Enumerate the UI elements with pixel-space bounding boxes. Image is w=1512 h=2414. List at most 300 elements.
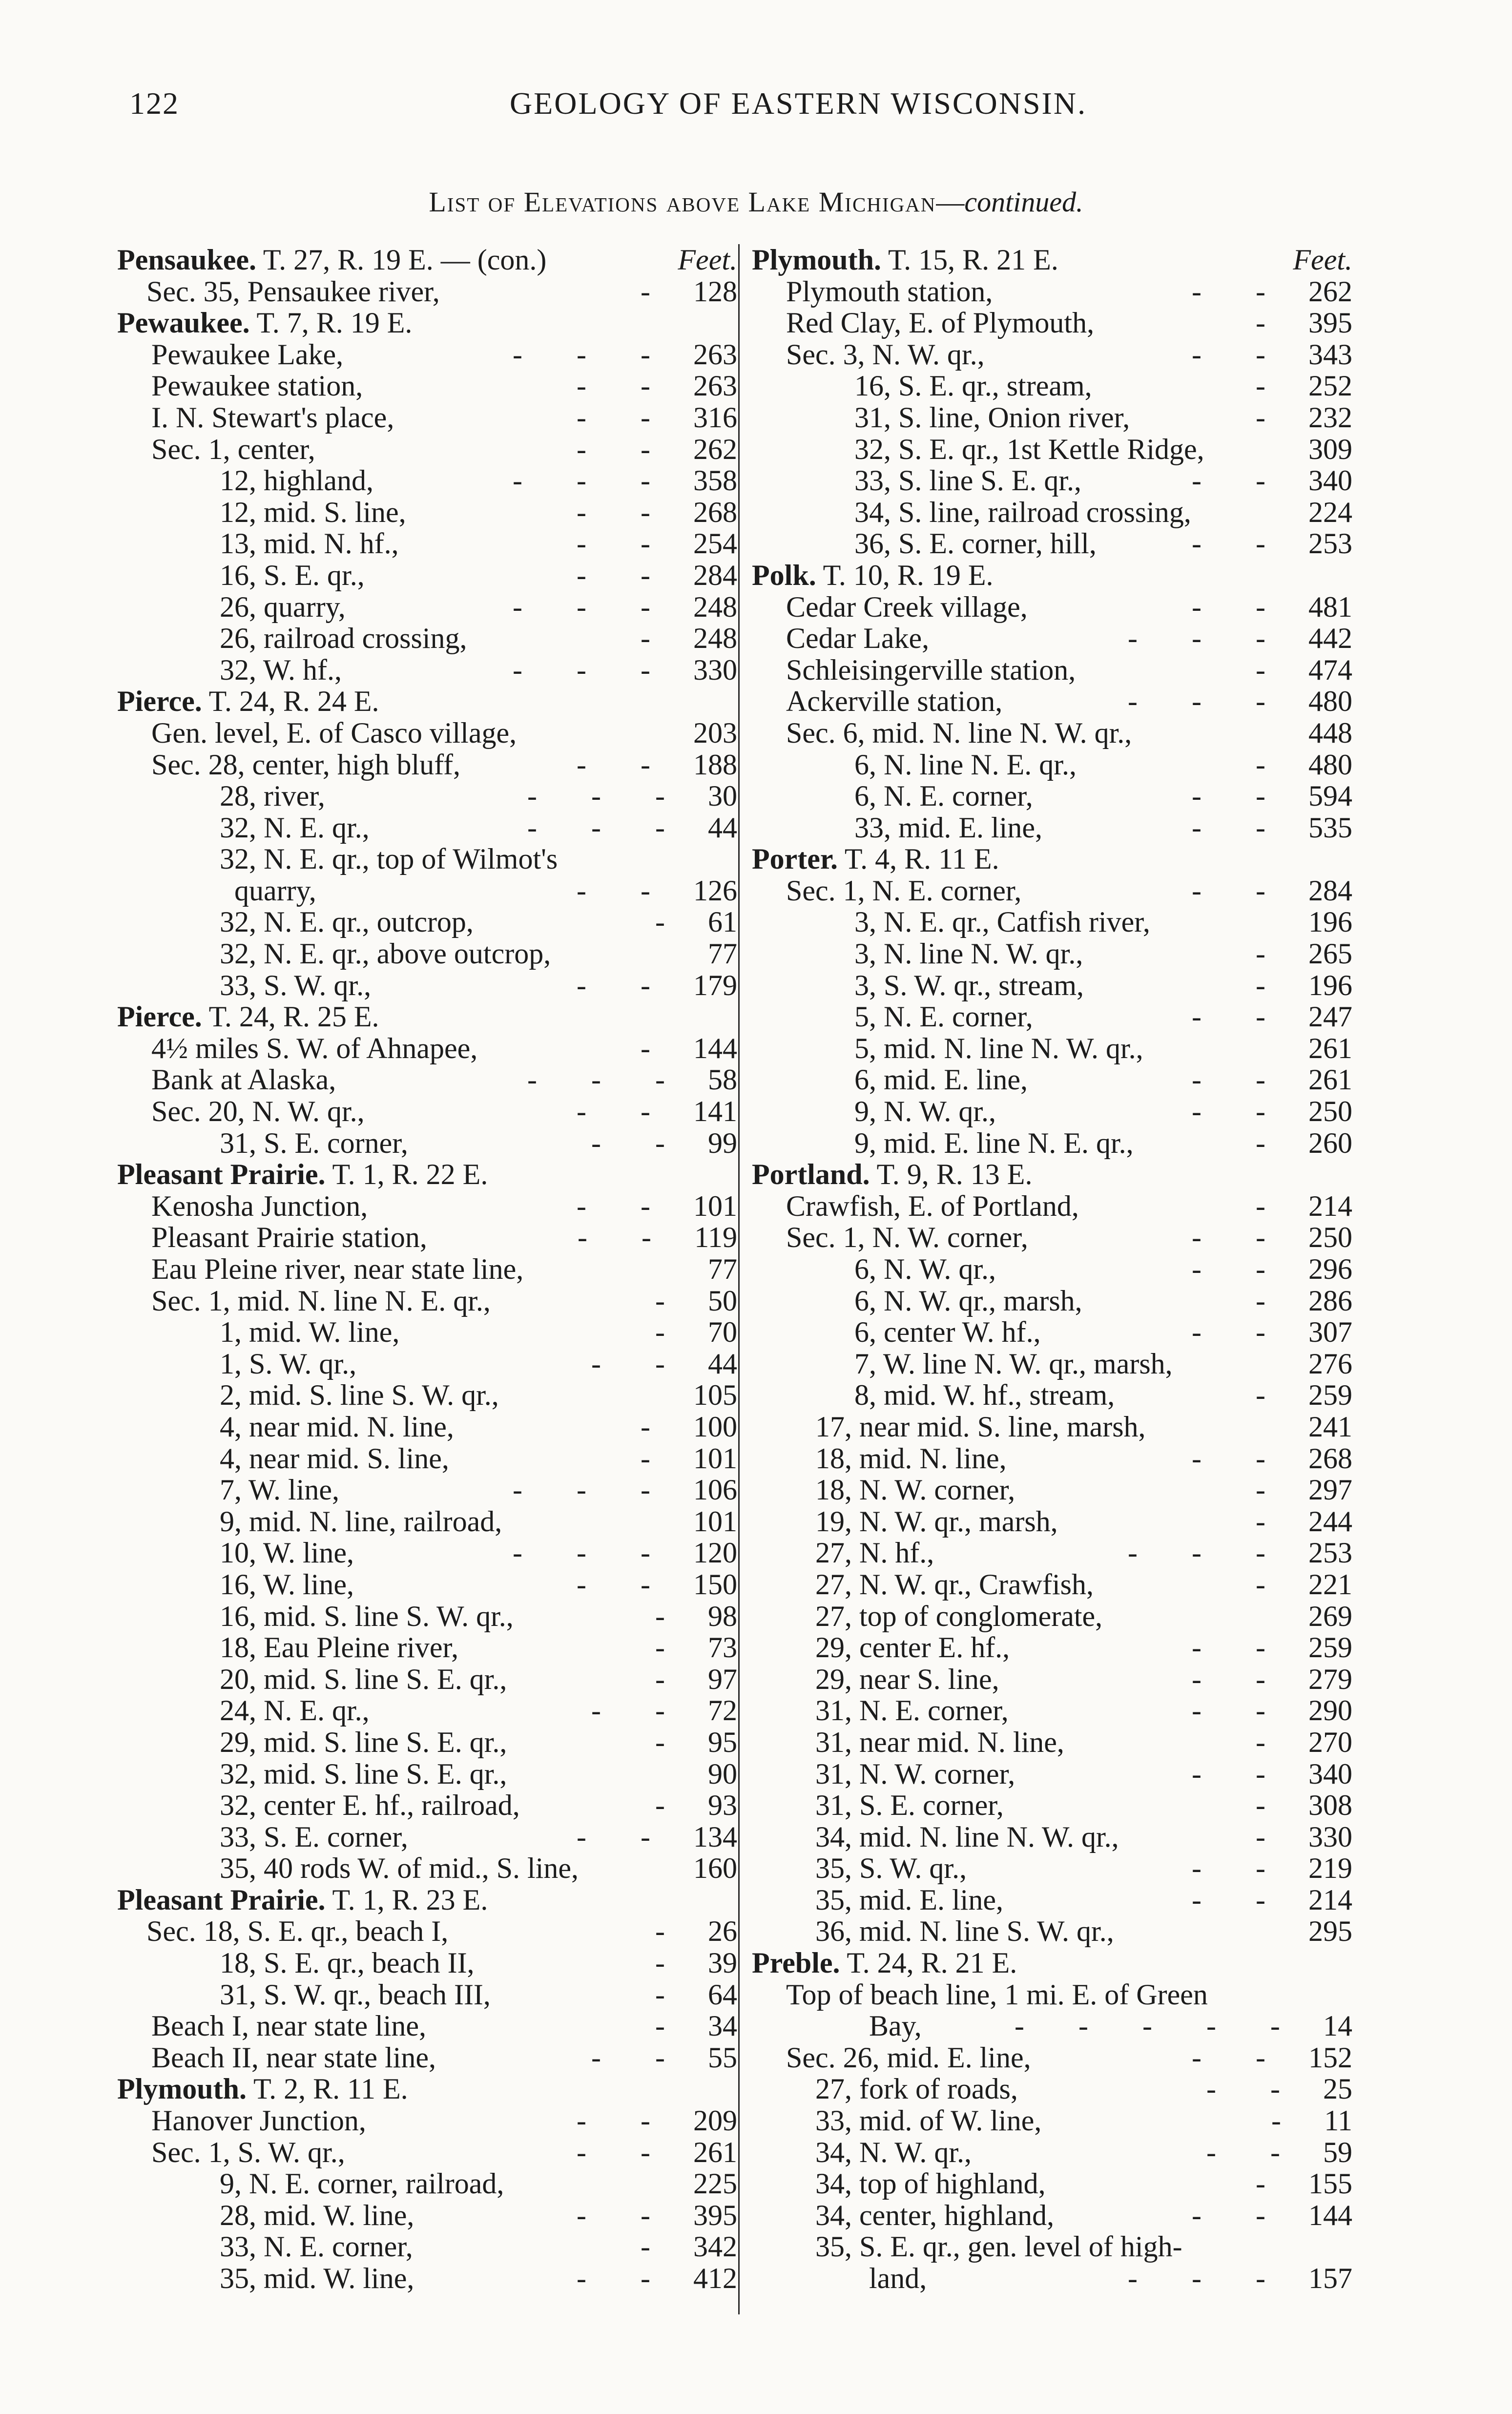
- leader-dashes: - -: [591, 2041, 688, 2074]
- elevation-entry: [117, 1316, 737, 1348]
- location-name: Crawfish, E. of Portland,: [786, 1189, 1079, 1222]
- elevation-value: 270: [1308, 1726, 1352, 1758]
- location-name: 18, N. W. corner,: [815, 1474, 1015, 1506]
- location-name: 33, S. E. corner,: [220, 1820, 408, 1853]
- leader-dashes: - -: [577, 401, 674, 434]
- leader-dashes: -: [1256, 937, 1289, 970]
- elevation-entry: [752, 1601, 1352, 1632]
- elevation-entry: [117, 1190, 737, 1222]
- elevation-entry: [752, 2010, 1352, 2042]
- location-name: 35, mid. E. line,: [815, 1883, 1003, 1916]
- location-name: 31, S. E. corner,: [815, 1789, 1004, 1822]
- location-name: Sec. 18, S. E. qr., beach I,: [146, 1915, 449, 1948]
- location-name: 34, mid. N. line N. W. qr.,: [815, 1820, 1119, 1853]
- location-name: 33, S. line S. E. qr.,: [854, 464, 1082, 497]
- elevation-entry: [752, 1096, 1352, 1127]
- elevation-entry: [752, 1127, 1352, 1159]
- elevation-entry: [752, 1316, 1352, 1348]
- elevation-entry: [752, 2168, 1352, 2200]
- location-name: Sec. 1, center,: [151, 433, 315, 465]
- location-name: 32, N. E. qr., above outcrop,: [220, 937, 551, 970]
- elevation-value: 253: [1308, 527, 1352, 560]
- leader-dashes: - -: [1206, 2136, 1304, 2168]
- leader-dashes: - -: [591, 1694, 688, 1727]
- elevation-entry: [117, 1127, 737, 1159]
- elevation-value: 119: [694, 1221, 737, 1254]
- elevation-value: 262: [693, 433, 737, 465]
- leader-dashes: -: [1256, 1126, 1289, 1159]
- elevation-value: 284: [693, 559, 737, 591]
- elevation-value: 330: [1308, 1820, 1352, 1853]
- leader-dashes: -: [1256, 1189, 1289, 1222]
- elevation-value: 248: [693, 590, 737, 623]
- location-name: 16, S. E. qr., stream,: [854, 370, 1092, 402]
- elevation-value: 219: [1308, 1852, 1352, 1885]
- elevation-value: 120: [693, 1537, 737, 1569]
- township-range: T. 1, R. 22 E.: [325, 1158, 488, 1191]
- elevation-value: 26: [708, 1915, 737, 1948]
- elevation-entry: [117, 654, 737, 686]
- elevation-entry: [117, 1758, 737, 1790]
- leader-dashes: -: [655, 1600, 688, 1632]
- elevation-value: 340: [1308, 1757, 1352, 1790]
- leader-dashes: -: [641, 1442, 674, 1475]
- leader-dashes: -: [1256, 370, 1289, 402]
- elevation-value: 203: [693, 716, 737, 749]
- elevation-value: 55: [708, 2041, 737, 2074]
- location-name: 32, N. E. qr., top of Wilmot's: [220, 843, 558, 875]
- elevation-entry: [117, 370, 737, 402]
- elevation-value: 342: [693, 2230, 737, 2263]
- leader-dashes: - -: [577, 1189, 674, 1222]
- elevation-entry: [117, 749, 737, 781]
- elevation-value: 254: [693, 527, 737, 560]
- location-name: Sec. 1, mid. N. line N. E. qr.,: [151, 1284, 491, 1317]
- elevation-entry: [752, 2137, 1352, 2168]
- leader-dashes: -: [655, 1316, 688, 1349]
- elevation-value: 214: [1308, 1883, 1352, 1916]
- leader-dashes: - -: [1192, 464, 1289, 497]
- town-name: Plymouth. T. 15, R. 21 E.: [752, 244, 1058, 276]
- elevation-value: 128: [693, 275, 737, 308]
- location-name: 31, S. E. corner,: [220, 1126, 408, 1159]
- leader-dashes: - - -: [513, 464, 674, 497]
- right-column: [752, 244, 1352, 2294]
- elevation-value: 70: [708, 1316, 737, 1349]
- location-name: quarry,: [234, 874, 316, 907]
- elevation-entry: [117, 276, 737, 308]
- location-name: Sec. 3, N. W. qr.,: [786, 338, 985, 371]
- location-name: 35, 40 rods W. of mid., S. line,: [220, 1852, 579, 1885]
- elevation-value: 232: [1308, 401, 1352, 434]
- location-name: Sec. 1, S. W. qr.,: [151, 2136, 345, 2168]
- elevation-value: 126: [693, 874, 737, 907]
- town-name: Preble. T. 24, R. 21 E.: [752, 1947, 1017, 1979]
- elevation-entry: [752, 276, 1352, 308]
- leader-dashes: - - -: [513, 653, 674, 686]
- township-range: T. 24, R. 24 E.: [202, 685, 379, 718]
- location-name: 4, near mid. N. line,: [220, 1410, 454, 1443]
- elevation-entry: [752, 1001, 1352, 1033]
- township-heading: [117, 1884, 737, 1916]
- elevation-value: 309: [1308, 433, 1352, 465]
- elevation-entry: [752, 1537, 1352, 1569]
- elevation-value: 61: [708, 906, 737, 938]
- leader-dashes: -: [1256, 653, 1289, 686]
- leader-dashes: -: [1256, 1505, 1289, 1538]
- elevation-entry: [117, 1222, 737, 1253]
- elevation-value: 99: [708, 1126, 737, 1159]
- leader-dashes: - - -: [513, 338, 674, 371]
- location-name: 35, S. E. qr., gen. level of high-: [815, 2230, 1182, 2263]
- leader-dashes: - -: [1192, 1063, 1289, 1096]
- location-name: 4, near mid. S. line,: [220, 1442, 449, 1475]
- leader-dashes: -: [1256, 748, 1289, 781]
- elevation-value: 214: [1308, 1189, 1352, 1222]
- location-name: 6, N. W. qr.,: [854, 1253, 996, 1285]
- location-name: 33, mid. E. line,: [854, 811, 1042, 844]
- location-name: 6, center W. hf.,: [854, 1316, 1041, 1349]
- location-name: 6, mid. E. line,: [854, 1063, 1028, 1096]
- elevation-value: 268: [1308, 1442, 1352, 1475]
- leader-dashes: -: [1256, 1379, 1289, 1412]
- leader-dashes: - -: [577, 433, 674, 465]
- elevation-entry: [752, 2073, 1352, 2105]
- elevation-value: 535: [1308, 811, 1352, 844]
- leader-dashes: - -: [577, 874, 674, 907]
- elevation-value: 106: [693, 1474, 737, 1506]
- elevation-entry: [752, 1443, 1352, 1475]
- leader-dashes: - -: [577, 1568, 674, 1601]
- feet-column-label: Feet.: [1293, 244, 1352, 276]
- location-name: 3, N. line N. W. qr.,: [854, 937, 1083, 970]
- leader-dashes: -: [655, 1947, 688, 1979]
- leader-dashes: - -: [1192, 275, 1289, 308]
- elevation-entry: [752, 370, 1352, 402]
- elevation-value: 25: [1323, 2073, 1352, 2105]
- elevation-entry: [752, 780, 1352, 812]
- elevation-value: 276: [1308, 1347, 1352, 1380]
- elevation-entry: [752, 1758, 1352, 1790]
- location-name: 18, S. E. qr., beach II,: [220, 1947, 475, 1979]
- elevation-entry: [117, 1852, 737, 1884]
- leader-dashes: - -: [1192, 1852, 1289, 1885]
- location-name: 18, mid. N. line,: [815, 1442, 1007, 1475]
- location-name: Beach II, near state line,: [151, 2041, 436, 2074]
- elevation-value: 247: [1308, 1000, 1352, 1033]
- location-name: 16, S. E. qr.,: [220, 559, 365, 591]
- leader-dashes: -: [655, 906, 688, 938]
- elevation-entry: [117, 2010, 737, 2042]
- location-name: 28, river,: [220, 780, 325, 812]
- location-name: 31, S. W. qr., beach III,: [220, 1978, 491, 2011]
- elevation-value: 152: [1308, 2041, 1352, 2074]
- elevation-value: 34: [708, 2010, 737, 2042]
- elevation-value: 244: [1308, 1505, 1352, 1538]
- location-name: 34, N. W. qr.,: [815, 2136, 972, 2168]
- elevation-entry: [752, 1222, 1352, 1253]
- leader-dashes: - -: [1192, 1095, 1289, 1128]
- elevation-entry: [117, 1348, 737, 1380]
- location-name: 35, S. W. qr.,: [815, 1852, 967, 1885]
- elevation-entry: [117, 843, 737, 875]
- leader-dashes: - -: [578, 1221, 675, 1254]
- leader-dashes: -: [641, 1410, 674, 1443]
- location-name: Kenosha Junction,: [151, 1189, 368, 1222]
- location-name: 9, N. E. corner, railroad,: [220, 2167, 504, 2200]
- township-heading: [117, 1001, 737, 1033]
- town-name: Portland. T. 9, R. 13 E.: [752, 1158, 1033, 1191]
- leader-dashes: - - -: [527, 780, 688, 812]
- township-heading: [752, 1947, 1352, 1979]
- leader-dashes: - -: [1192, 780, 1289, 812]
- leader-dashes: -: [1256, 2167, 1289, 2200]
- location-name: 9, mid. N. line, railroad,: [220, 1505, 502, 1538]
- elevation-value: 261: [693, 2136, 737, 2168]
- township-heading: [752, 843, 1352, 875]
- elevation-entry: [117, 560, 737, 591]
- list-title-text: List of Elevations above Lake Michigan: [429, 186, 936, 218]
- elevation-value: 395: [693, 2199, 737, 2231]
- leader-dashes: - -: [577, 1820, 674, 1853]
- location-name: Gen. level, E. of Casco village,: [151, 716, 517, 749]
- elevation-entry: [752, 1569, 1352, 1601]
- leader-dashes: - - -: [513, 1537, 674, 1569]
- location-name: 12, highland,: [220, 464, 373, 497]
- town-name: Polk. T. 10, R. 19 E.: [752, 559, 994, 591]
- leader-dashes: -: [1271, 2104, 1305, 2137]
- elevation-value: 97: [708, 1663, 737, 1695]
- location-name: 9, N. W. qr.,: [854, 1095, 996, 1128]
- elevation-value: 290: [1308, 1694, 1352, 1727]
- elevation-value: 155: [1308, 2167, 1352, 2200]
- elevation-entry: [752, 1664, 1352, 1695]
- elevation-value: 225: [693, 2167, 737, 2200]
- leader-dashes: -: [641, 2230, 674, 2263]
- leader-dashes: - -: [577, 748, 674, 781]
- elevation-value: 259: [1308, 1631, 1352, 1664]
- elevation-value: 77: [708, 937, 737, 970]
- elevation-value: 44: [708, 811, 737, 844]
- elevation-value: 442: [1308, 622, 1352, 655]
- elevation-entry: [117, 1443, 737, 1475]
- location-name: 12, mid. S. line,: [220, 496, 406, 528]
- leader-dashes: - - -: [527, 811, 688, 844]
- location-name: Bank at Alaska,: [151, 1063, 336, 1096]
- elevation-entry: [752, 623, 1352, 654]
- elevation-value: 72: [708, 1694, 737, 1727]
- township-range: T. 1, R. 23 E.: [325, 1883, 488, 1916]
- township-range: T. 24, R. 21 E.: [840, 1947, 1017, 1979]
- location-name: 2, mid. S. line S. W. qr.,: [220, 1379, 499, 1412]
- leader-dashes: - -: [591, 1126, 688, 1159]
- location-name: 1, S. W. qr.,: [220, 1347, 357, 1380]
- location-name: Sec. 20, N. W. qr.,: [151, 1095, 365, 1128]
- location-name: 8, mid. W. hf., stream,: [854, 1379, 1115, 1412]
- leader-dashes: - - -: [527, 1063, 688, 1096]
- leader-dashes: -: [1256, 307, 1289, 339]
- elevation-value: 296: [1308, 1253, 1352, 1285]
- elevation-entry: [752, 497, 1352, 528]
- location-name: Schleisingerville station,: [786, 653, 1076, 686]
- elevation-entry: [752, 1727, 1352, 1758]
- elevation-entry: [752, 812, 1352, 844]
- location-name: Pewaukee station,: [151, 370, 363, 402]
- elevation-entry: [117, 1033, 737, 1064]
- location-name: 20, mid. S. line S. E. qr.,: [220, 1663, 507, 1695]
- elevation-value: 224: [1308, 496, 1352, 528]
- elevation-value: 343: [1308, 338, 1352, 371]
- location-name: 32, center E. hf., railroad,: [220, 1789, 520, 1822]
- elevation-value: 93: [708, 1789, 737, 1822]
- leader-dashes: - -: [577, 969, 674, 1001]
- elevation-entry: [752, 1852, 1352, 1884]
- township-range: T. 15, R. 21 E.: [881, 244, 1058, 276]
- elevation-entry: [752, 2105, 1352, 2137]
- elevation-entry: [117, 2200, 737, 2231]
- location-name: Ackerville station,: [786, 685, 1003, 718]
- elevation-entry: [752, 591, 1352, 623]
- leader-dashes: - -: [1192, 1442, 1289, 1475]
- location-name: 35, mid. W. line,: [220, 2262, 414, 2294]
- leader-dashes: -: [655, 1631, 688, 1664]
- elevation-value: 134: [693, 1820, 737, 1853]
- township-heading: [117, 2073, 737, 2105]
- location-name: 26, quarry,: [220, 590, 346, 623]
- location-name: 18, Eau Pleine river,: [220, 1631, 459, 1664]
- location-name: Sec. 26, mid. E. line,: [786, 2041, 1031, 2074]
- elevation-value: 480: [1308, 685, 1352, 718]
- list-title-continued: continued.: [964, 186, 1083, 218]
- leader-dashes: -: [1256, 1474, 1289, 1506]
- location-name: 33, N. E. corner,: [220, 2230, 413, 2263]
- leader-dashes: -: [655, 1978, 688, 2011]
- elevation-value: 316: [693, 401, 737, 434]
- running-title: GEOLOGY OF EASTERN WISCONSIN.: [509, 86, 1087, 121]
- leader-dashes: - -: [577, 2136, 674, 2168]
- location-name: 32, N. E. qr.,: [220, 811, 370, 844]
- leader-dashes: - -: [1192, 1000, 1289, 1033]
- elevation-value: 144: [693, 1032, 737, 1064]
- location-name: 16, mid. S. line S. W. qr.,: [220, 1600, 514, 1632]
- elevation-value: 101: [693, 1442, 737, 1475]
- location-name: 3, N. E. qr., Catfish river,: [854, 906, 1150, 938]
- elevation-value: 308: [1308, 1789, 1352, 1822]
- elevation-entry: [117, 1727, 737, 1758]
- elevation-entry: [117, 591, 737, 623]
- location-name: 3, S. W. qr., stream,: [854, 969, 1084, 1001]
- elevation-value: 358: [693, 464, 737, 497]
- elevation-value: 58: [708, 1063, 737, 1096]
- column-divider: [738, 244, 740, 2314]
- elevation-value: 284: [1308, 874, 1352, 907]
- elevation-value: 259: [1308, 1379, 1352, 1412]
- location-name: 7, W. line N. W. qr., marsh,: [854, 1347, 1173, 1380]
- township-heading: [117, 307, 737, 339]
- location-name: Hanover Junction,: [151, 2104, 366, 2137]
- township-range: T. 7, R. 19 E.: [249, 307, 413, 339]
- elevation-entry: [117, 1915, 737, 1947]
- location-name: 27, N. hf.,: [815, 1537, 934, 1569]
- leader-dashes: - -: [591, 1347, 688, 1380]
- location-name: 7, W. line,: [220, 1474, 340, 1506]
- leader-dashes: -: [655, 1663, 688, 1695]
- location-name: Top of beach line, 1 mi. E. of Green: [786, 1978, 1208, 2011]
- location-name: 6, N. E. corner,: [854, 780, 1033, 812]
- location-name: 28, mid. W. line,: [220, 2199, 414, 2231]
- elevation-entry: [117, 1537, 737, 1569]
- elevation-entry: [752, 1695, 1352, 1727]
- elevation-entry: [752, 970, 1352, 1001]
- elevation-value: 260: [1308, 1126, 1352, 1159]
- leader-dashes: - -: [1192, 2199, 1289, 2231]
- leader-dashes: -: [655, 1915, 688, 1948]
- page-number: 122: [129, 86, 179, 121]
- elevation-value: 261: [1308, 1063, 1352, 1096]
- leader-dashes: - -: [1192, 1883, 1289, 1916]
- elevation-entry: [752, 654, 1352, 686]
- location-name: 36, S. E. corner, hill,: [854, 527, 1097, 560]
- elevation-value: 286: [1308, 1284, 1352, 1317]
- elevation-entry: [752, 875, 1352, 907]
- elevation-entry: [752, 686, 1352, 717]
- location-name: Sec. 35, Pensaukee river,: [146, 275, 440, 308]
- town-name: Pleasant Prairie. T. 1, R. 22 E.: [117, 1158, 488, 1191]
- leader-dashes: - - -: [1128, 2262, 1289, 2294]
- elevation-value: 73: [708, 1631, 737, 1664]
- location-name: 4½ miles S. W. of Ahnapee,: [151, 1032, 478, 1064]
- township-heading: [117, 686, 737, 717]
- location-name: 9, mid. E. line N. E. qr.,: [854, 1126, 1134, 1159]
- township-heading: [752, 560, 1352, 591]
- leader-dashes: -: [655, 1284, 688, 1317]
- location-name: 33, S. W. qr.,: [220, 969, 372, 1001]
- elevation-value: 263: [693, 370, 737, 402]
- leader-dashes: - -: [577, 2199, 674, 2231]
- leader-dashes: - -: [1192, 1757, 1289, 1790]
- elevation-value: 221: [1308, 1568, 1352, 1601]
- elevation-entry: [752, 1190, 1352, 1222]
- elevation-entry: [117, 2168, 737, 2200]
- elevation-entry: [117, 2137, 737, 2168]
- township-heading: [752, 1159, 1352, 1190]
- location-name: 1, mid. W. line,: [220, 1316, 400, 1349]
- elevation-entry: [752, 749, 1352, 781]
- location-name: 32, S. E. qr., 1st Kettle Ridge,: [854, 433, 1204, 465]
- elevation-value: 261: [1308, 1032, 1352, 1064]
- elevation-entry: [752, 339, 1352, 371]
- elevation-value: 188: [693, 748, 737, 781]
- leader-dashes: - - -: [1128, 685, 1289, 718]
- location-name: 17, near mid. S. line, marsh,: [815, 1410, 1146, 1443]
- leader-dashes: - -: [1192, 874, 1289, 907]
- elevation-entry: [117, 970, 737, 1001]
- leader-dashes: -: [1256, 1568, 1289, 1601]
- elevation-entry: [117, 1664, 737, 1695]
- location-name: 32, mid. S. line S. E. qr.,: [220, 1757, 507, 1790]
- leader-dashes: - -: [1192, 1694, 1289, 1727]
- elevation-entry: [117, 2263, 737, 2294]
- township-range: T. 4, R. 11 E.: [838, 843, 999, 875]
- location-name: Cedar Lake,: [786, 622, 930, 655]
- location-name: Eau Pleine river, near state line,: [151, 1253, 524, 1285]
- elevation-entry: [117, 1947, 737, 1979]
- town-name: Pierce. T. 24, R. 25 E.: [117, 1000, 379, 1033]
- leader-dashes: -: [641, 622, 674, 655]
- elevation-entry: [117, 1790, 737, 1821]
- leader-dashes: - -: [577, 527, 674, 560]
- location-name: 27, top of conglomerate,: [815, 1600, 1103, 1632]
